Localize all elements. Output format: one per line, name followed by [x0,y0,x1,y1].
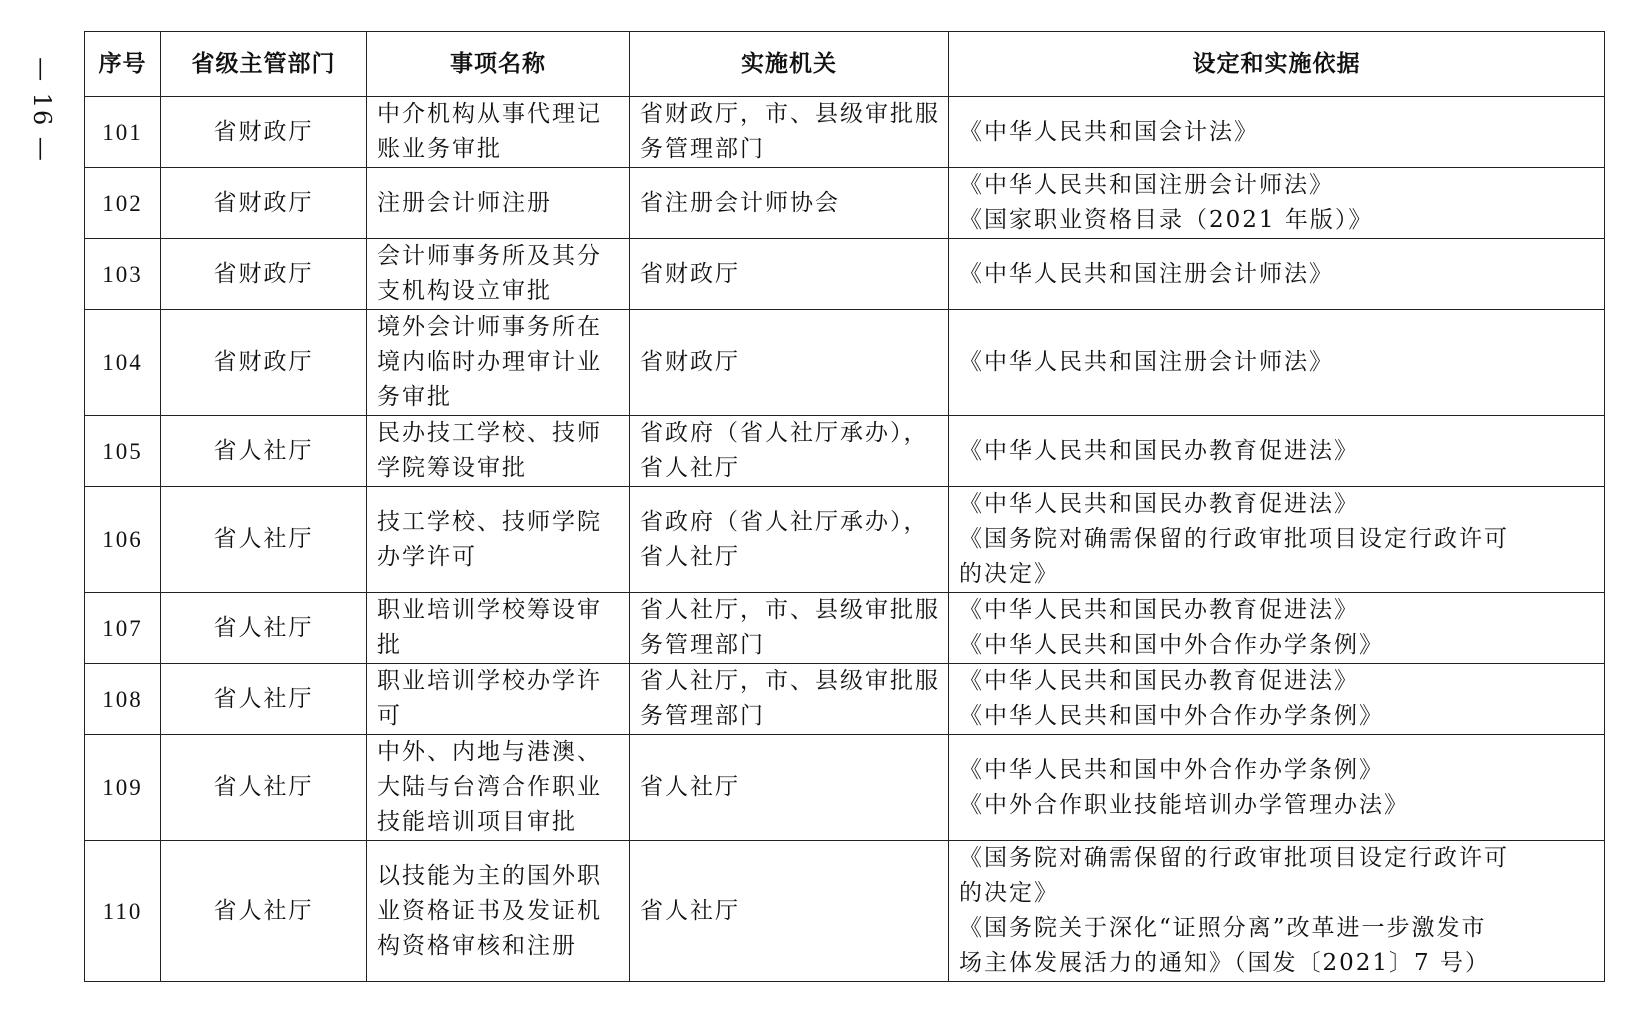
cell-line: 构资格审核和注册 [377,932,577,959]
cell-department: 省人社厅 [161,841,367,982]
cell-line: 省人社厅 [640,774,740,800]
cell-item-name [367,841,630,982]
cell-line: 境内临时办理审计业 [377,349,602,375]
page-number [22,40,62,180]
cell-line: 可 [377,703,402,729]
table-body [85,97,1605,982]
cell-line: 《国务院关于深化“证照分离”改革进一步激发市 [959,915,1487,941]
cell-line: 技能培训项目审批 [377,809,577,835]
cell-line: 省人社厅，市、县级审批服 [640,668,940,694]
cell-line: 《中外合作职业技能培训办学管理办法》 [959,791,1409,818]
cell-line: 《中华人民共和国注册会计师法》 [959,349,1334,375]
cell-item-name [367,593,630,664]
cell-line: 《中华人民共和国中外合作办学条例》 [959,703,1384,729]
cell-line: 省政府（省人社厅承办）， [640,420,929,446]
cell-line: 会计师事务所及其分 [377,243,602,269]
cell-line: 以技能为主的国外职 [377,862,602,889]
cell-implementing-agency [630,239,949,310]
table-row [85,664,1605,735]
cell-item-name [367,310,630,416]
cell-implementing-agency [630,416,949,487]
cell-line: 《中华人民共和国中外合作办学条例》 [959,632,1384,658]
cell-line: 务审批 [377,384,452,410]
cell-department: 省人社厅 [161,593,367,664]
cell-line: 《中华人民共和国中外合作办学条例》 [959,756,1384,783]
cell-line: 《国务院对确需保留的行政审批项目设定行政许可 [959,845,1509,871]
cell-line: 的决定》 [959,880,1059,906]
cell-legal-basis [949,664,1605,735]
cell-legal-basis [949,416,1605,487]
cell-line: 账业务审批 [377,136,502,162]
cell-implementing-agency [630,168,949,239]
cell-item-name [367,168,630,239]
cell-legal-basis [949,593,1605,664]
cell-implementing-agency [630,664,949,735]
cell-implementing-agency [630,487,949,593]
cell-line: 职业培训学校筹设审 [377,597,602,623]
cell-department: 省人社厅 [161,664,367,735]
table-row [85,593,1605,664]
cell-line: 中介机构从事代理记 [377,101,602,127]
cell-line: 场主体发展活力的通知》（国发〔2021〕7 号） [959,950,1490,976]
table-row [85,487,1605,593]
cell-line: 中外、内地与港澳、 [377,739,602,765]
cell-line: 省人社厅，市、县级审批服 [640,597,940,623]
table-row [85,310,1605,416]
cell-legal-basis [949,841,1605,982]
table-row [85,97,1605,168]
cell-line: 《中华人民共和国民办教育促进法》 [959,491,1359,517]
cell-line: 《中华人民共和国民办教育促进法》 [959,437,1359,464]
cell-implementing-agency [630,841,949,982]
header-department: 省级主管部门 [161,32,367,97]
cell-item-name [367,416,630,487]
cell-legal-basis [949,97,1605,168]
cell-line: 《国家职业资格目录（2021 年版）》 [959,207,1374,233]
page-number-text: — 16 — [28,57,57,163]
cell-item-name [367,487,630,593]
cell-serial-number: 104 [85,310,161,416]
cell-serial-number: 108 [85,664,161,735]
cell-serial-number: 103 [85,239,161,310]
cell-line: 办学许可 [377,543,477,570]
cell-serial-number: 106 [85,487,161,593]
cell-legal-basis [949,239,1605,310]
cell-line: 大陆与台湾合作职业 [377,774,602,800]
cell-department: 省人社厅 [161,416,367,487]
cell-line: 学院筹设审批 [377,455,527,481]
cell-line: 省财政厅 [640,349,740,375]
cell-item-name [367,735,630,841]
table-row [85,841,1605,982]
cell-line: 技工学校、技师学院 [377,508,602,535]
cell-line: 务管理部门 [640,703,765,729]
cell-line: 支机构设立审批 [377,278,552,304]
cell-line: 务管理部门 [640,136,765,162]
cell-legal-basis [949,735,1605,841]
header-item-name: 事项名称 [367,32,630,97]
cell-item-name [367,239,630,310]
cell-department: 省财政厅 [161,97,367,168]
cell-line: 民办技工学校、技师 [377,420,602,446]
cell-legal-basis [949,487,1605,593]
cell-line: 的决定》 [959,561,1059,587]
cell-department: 省人社厅 [161,487,367,593]
cell-department: 省人社厅 [161,735,367,841]
cell-line: 《中华人民共和国注册会计师法》 [959,260,1334,287]
cell-line: 省政府（省人社厅承办）， [640,508,929,535]
cell-line: 省人社厅 [640,543,740,570]
header-serial-number: 序号 [85,32,161,97]
table-header-row [85,32,1605,97]
cell-legal-basis [949,310,1605,416]
cell-serial-number: 102 [85,168,161,239]
cell-line: 境外会计师事务所在 [377,314,602,340]
cell-line: 注册会计师注册 [377,189,552,216]
cell-implementing-agency [630,735,949,841]
cell-department: 省财政厅 [161,310,367,416]
cell-item-name [367,97,630,168]
cell-line: 省财政厅 [640,260,740,287]
approval-items-table [84,31,1605,982]
cell-department: 省财政厅 [161,168,367,239]
cell-line: 职业培训学校办学许 [377,668,602,694]
table-row [85,239,1605,310]
cell-serial-number: 101 [85,97,161,168]
header-implementing-agency: 实施机关 [630,32,949,97]
cell-serial-number: 105 [85,416,161,487]
cell-item-name [367,664,630,735]
cell-serial-number: 110 [85,841,161,982]
cell-legal-basis [949,168,1605,239]
cell-line: 省人社厅 [640,455,740,481]
cell-line: 省人社厅 [640,897,740,924]
cell-line: 批 [377,632,402,658]
cell-line: 《中华人民共和国民办教育促进法》 [959,668,1359,694]
cell-line: 《中华人民共和国注册会计师法》 [959,172,1334,198]
cell-implementing-agency [630,310,949,416]
table-row [85,416,1605,487]
header-legal-basis: 设定和实施依据 [949,32,1605,97]
cell-implementing-agency [630,97,949,168]
cell-serial-number: 109 [85,735,161,841]
cell-line: 《国务院对确需保留的行政审批项目设定行政许可 [959,526,1509,552]
table-row [85,168,1605,239]
cell-line: 《中华人民共和国会计法》 [959,118,1259,145]
cell-line: 务管理部门 [640,632,765,658]
cell-serial-number: 107 [85,593,161,664]
cell-line: 省财政厅，市、县级审批服 [640,101,940,127]
cell-line: 省注册会计师协会 [640,189,840,216]
cell-line: 业资格证书及发证机 [377,897,602,924]
cell-department: 省财政厅 [161,239,367,310]
cell-line: 《中华人民共和国民办教育促进法》 [959,597,1359,623]
table-row [85,735,1605,841]
cell-implementing-agency [630,593,949,664]
